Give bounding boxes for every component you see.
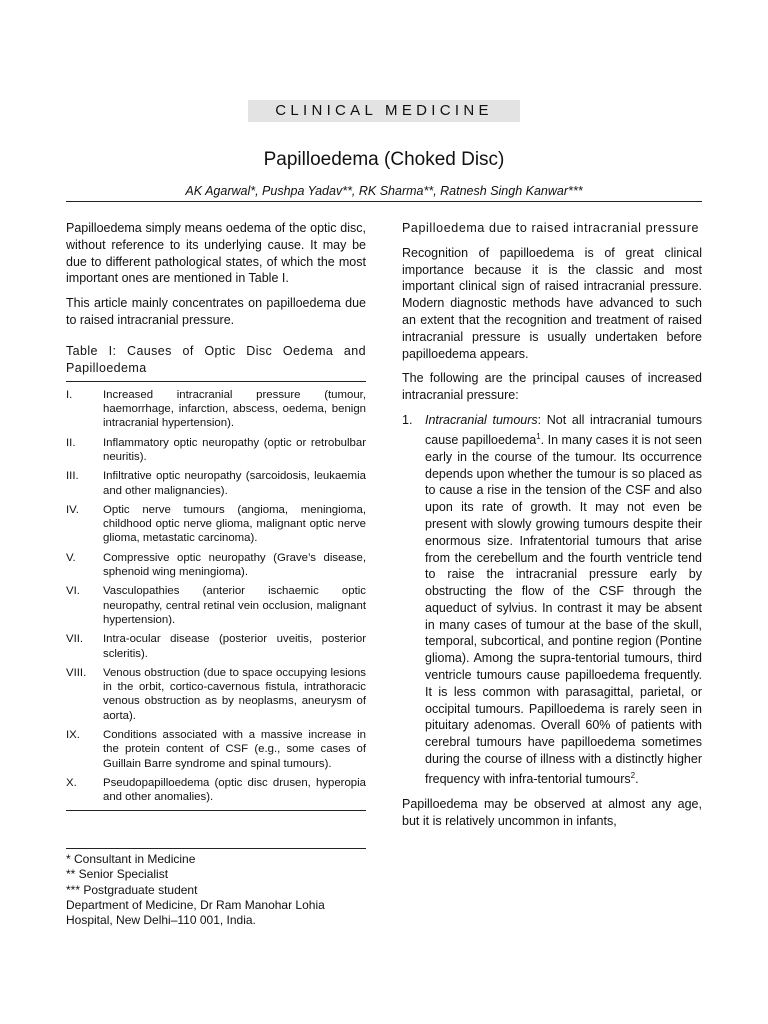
cause-lead: Intracranial tumours: [425, 412, 538, 427]
footnote-line: *** Postgraduate student: [66, 882, 198, 897]
table-bottom-rule: [66, 810, 366, 811]
cause-text: [425, 412, 702, 788]
table-top-rule: [66, 381, 366, 382]
right-column: [402, 220, 702, 837]
cause-number: 1.: [402, 412, 413, 427]
table-row-number: VIII.: [66, 666, 87, 679]
table-row-text: Inflammatory optic neuropathy (optic or retrobulbar neuritis).: [103, 436, 366, 463]
table-row-text: Conditions associated with a massive increase in the protein content of CSF (e.g., some cases of Guillain Barre syndrome and spinal tumours).: [103, 729, 366, 770]
table-row: [66, 632, 366, 661]
recognition-paragraph: Recognition of papilloedema is of great clinical importance because it is the classic and most important clinical sign of raised intracranial pressure. Modern diagnostic methods have advanced to such an extent that the recognition and treatment of raised intracranial pressure is usually undertaken before papilloedema appears.: [402, 245, 702, 361]
footnote-rule: [66, 848, 366, 849]
scope-paragraph: This article mainly concentrates on papilloedema due to raised intracranial pressure.: [66, 296, 366, 327]
table-row-number: IV.: [66, 503, 79, 516]
table-row-number: VI.: [66, 585, 80, 598]
footnote-line: * Consultant in Medicine: [66, 852, 196, 866]
table-row-text: Venous obstruction (due to space occupying lesions in the orbit, cortico-cavernous fistula, intrathoracic venous obstruction as by neoplasms, aneurysm of aorta).: [103, 666, 366, 722]
table-row-number: I.: [66, 388, 73, 401]
table-row-text: Pseudopapilloedema (optic disc drusen, hyperopia and other anomalies).: [103, 776, 366, 804]
table-row: [66, 551, 366, 580]
table-row: [66, 776, 366, 805]
table-row-number: II.: [66, 436, 76, 449]
table-row-number: V.: [66, 551, 76, 564]
footnote-line: ** Senior Specialist: [66, 867, 169, 882]
cause-text-part: : Not all intracranial tumours cause papilloedema: [425, 412, 702, 447]
table-row-text: Compressive optic neuropathy (Grave’s disease, sphenoid wing meningioma).: [103, 551, 366, 579]
footnote-line: Department of Medicine, Dr Ram Manohar Lohia: [66, 897, 325, 912]
table-row-number: III.: [66, 470, 79, 483]
section-banner: CLINICAL MEDICINE: [248, 100, 520, 122]
section-heading: Papilloedema due to raised intracranial pressure: [402, 221, 700, 235]
intro-paragraph: Papilloedema simply means oedema of the optic disc, without reference to its underlying cause. It may be due to different pathological states, of which the most important ones are mentioned in Table I.: [66, 221, 366, 286]
author-list: AK Agarwal*, Pushpa Yadav**, RK Sharma**, Ratnesh Singh Kanwar***: [185, 184, 583, 198]
header-rule: [66, 201, 702, 202]
table-row-text: Intra-ocular disease (posterior uveitis, posterior scleritis).: [103, 633, 366, 660]
left-column: [66, 220, 366, 811]
causes-intro-paragraph: The following are the principal causes of increased intracranial pressure:: [402, 371, 702, 403]
table-row: [66, 436, 366, 465]
table-row-number: X.: [66, 776, 77, 789]
table-row-number: IX.: [66, 729, 80, 742]
table-body: [66, 388, 366, 805]
table-row: [66, 666, 366, 723]
footnotes: [66, 852, 366, 928]
table-row: [66, 469, 366, 498]
table-row-text: Optic nerve tumours (angioma, meningioma, childhood optic nerve glioma, malignant optic nerve glioma, metastatic carcinoma).: [103, 503, 366, 545]
reference-superscript: 2: [630, 770, 636, 780]
article-title: Papilloedema (Choked Disc): [263, 149, 505, 170]
table-row-text: Vasculopathies (anterior ischaemic optic neuropathy, central retinal vein occlusion, malignant hypertension).: [103, 585, 366, 626]
table-row-text: Increased intracranial pressure (tumour, haemorrhage, infarction, abscess, oedema, benign intracranial hypertension).: [103, 388, 366, 430]
table-row: [66, 388, 366, 431]
table-title: Table I: Causes of Optic Disc Oedema and Papilloedema: [66, 343, 366, 375]
cause-text-part: .: [635, 772, 639, 787]
reference-superscript: 1: [536, 431, 541, 441]
cause-item-1: [402, 412, 702, 788]
age-paragraph: Papilloedema may be observed at almost any age, but it is relatively uncommon in infants,: [402, 796, 702, 828]
table-row-text: Infiltrative optic neuropathy (sarcoidosis, leukaemia and other malignancies).: [103, 470, 366, 497]
table-row: [66, 728, 366, 771]
footnote-line: Hospital, New Delhi–110 001, India.: [66, 913, 256, 928]
table-row-number: VII.: [66, 633, 84, 646]
table-row: [66, 584, 366, 627]
cause-text-part: . In many cases it is not seen early in the course of the tumour. Its occurrence depends upon whether the tumour is so placed as to cause a rise in the tension of the CSF and also upon its rate of growth. It may not even be present with slowly growing tumours despite their enormous size. Infratentorial tumours that arise from the cerebellum and the fourth ventricle tend to raise the intracranial pressure early by obstructing the flow of the CSF through the aqueduct of sylvius. In contrast it may be absent in many cases of tumour at the base of the skull, temporal, subcortical, and pontine region (Pontine glioma). Among the supra-tentorial tumours, third ventricle tumours cause papilloedema frequently. It is less common with parasagittal, parietal, or occipital tumours. Papilloedema is rarely seen in pituitary adenomas. Overall 60% of patients with cerebral tumours have papilloedema sometimes during the course of illness with a distinctly higher frequency with infra-tentorial tumours: [425, 432, 702, 787]
table-row: [66, 503, 366, 546]
